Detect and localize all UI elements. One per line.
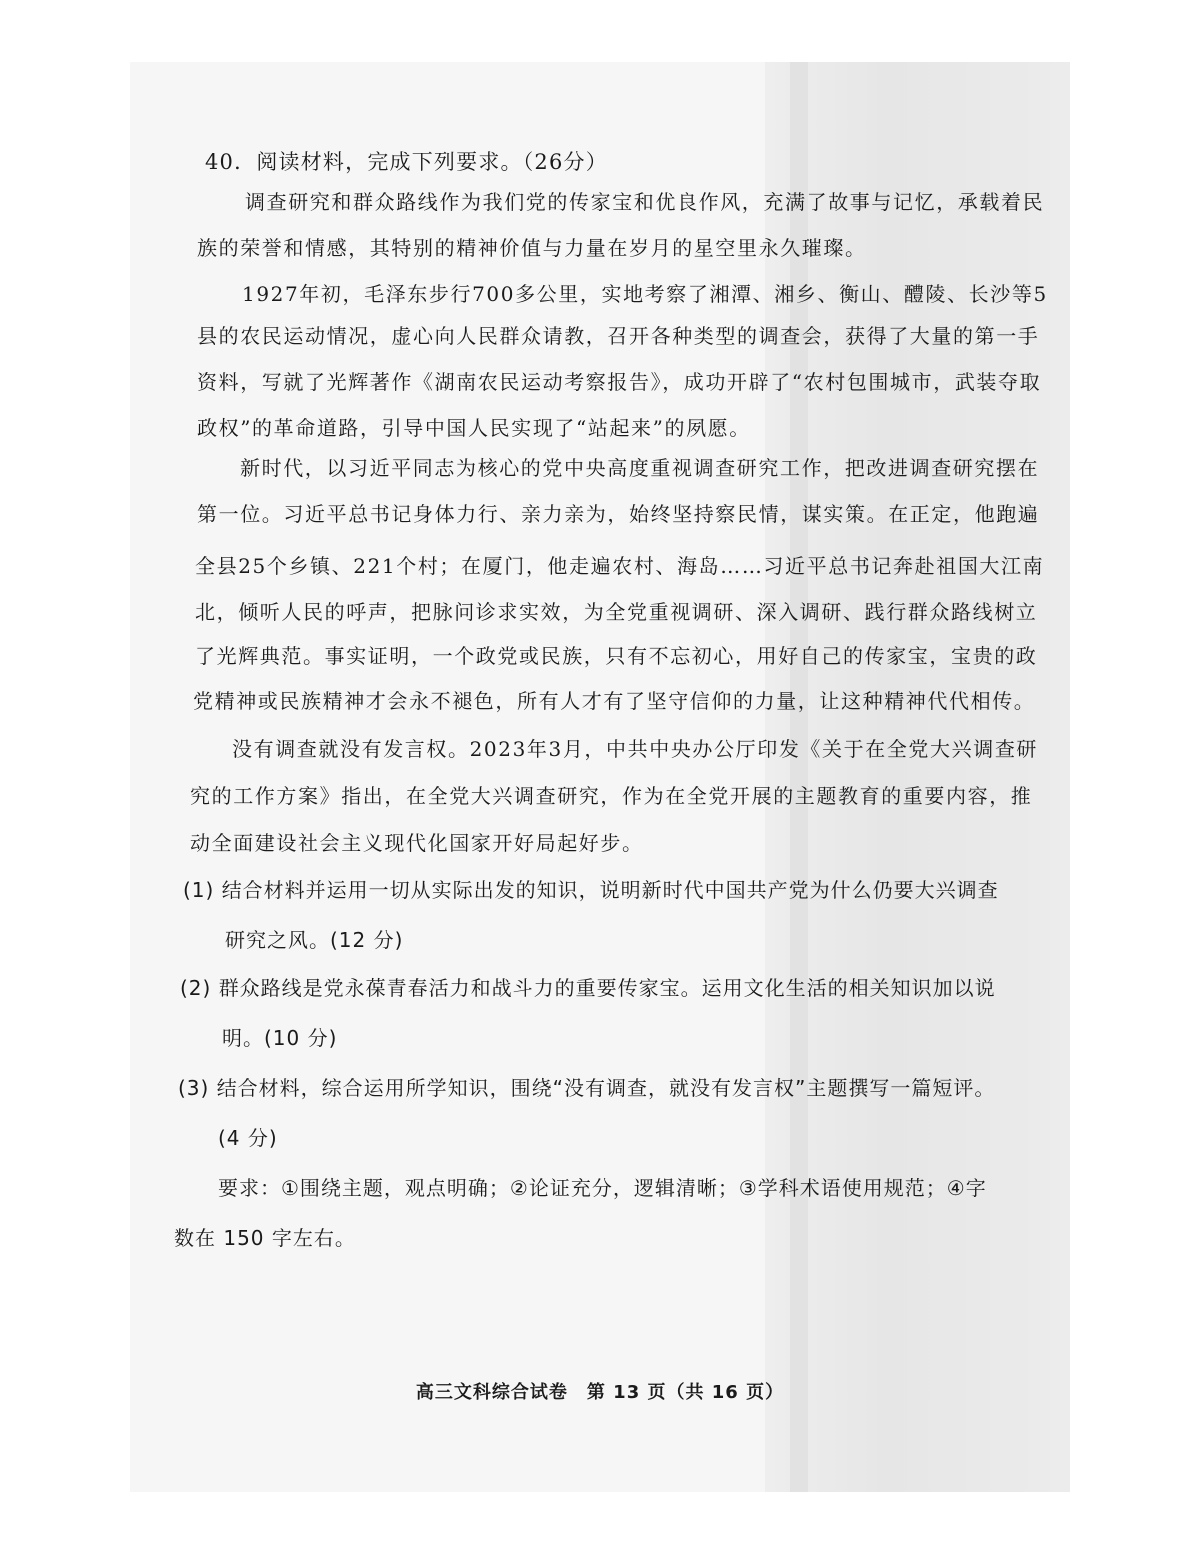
material-line: 调查研究和群众路线作为我们党的传家宝和优良作风，充满了故事与记忆，承载着民 [245,190,1045,214]
page-footer: 高三文科综合试卷 第 13 页（共 16 页） [415,1382,785,1403]
subquestion-1: (1) 结合材料并运用一切从实际出发的知识，说明新时代中国共产党为什么仍要大兴调查 [183,878,999,902]
material-line: 了光辉典范。事实证明，一个政党或民族，只有不忘初心，用好自己的传家宝，宝贵的政 [195,644,1038,668]
subquestion-2: (2) 群众路线是党永葆青春活力和战斗力的重要传家宝。运用文化生活的相关知识加以说 [180,976,996,1000]
subquestion-1-cont: 研究之风。(12 分) [225,928,404,952]
material-line: 北，倾听人民的呼声，把脉问诊求实效，为全党重视调研、深入调研、践行群众路线树立 [195,600,1038,624]
material-line: 没有调查就没有发言权。2023年3月，中共中央办公厅印发《关于在全党大兴调查研 [232,737,1039,761]
material-line: 第一位。习近平总书记身体力行、亲力亲为，始终坚持察民情，谋实策。在正定，他跑遍 [197,502,1040,526]
material-line: 资料，写就了光辉著作《湖南农民运动考察报告》，成功开辟了“农村包围城市，武装夺取 [197,370,1042,394]
subquestion-3-cont: (4 分) [218,1126,278,1150]
subquestion-3: (3) 结合材料，综合运用所学知识，围绕“没有调查，就没有发言权”主题撰写一篇短评。 [178,1076,996,1100]
material-line: 新时代，以习近平同志为核心的党中央高度重视调查研究工作，把改进调查研究摆在 [240,456,1040,480]
material-line: 1927年初，毛泽东步行700多公里，实地考察了湘潭、湘乡、衡山、醴陵、长沙等5 [242,282,1048,306]
material-line: 全县25个乡镇、221个村；在厦门，他走遍农村、海岛……习近平总书记奔赴祖国大江南 [195,554,1045,578]
material-line: 政权”的革命道路，引导中国人民实现了“站起来”的夙愿。 [197,416,751,440]
material-line: 究的工作方案》指出，在全党大兴调查研究，作为在全党开展的主题教育的重要内容，推 [190,784,1033,808]
requirements: 要求：①围绕主题，观点明确；②论证充分，逻辑清晰；③学科术语使用规范；④字 [218,1176,987,1200]
question-header: 40．阅读材料，完成下列要求。（26分） [205,150,608,174]
requirements-cont: 数在 150 字左右。 [174,1226,356,1250]
material-line: 动全面建设社会主义现代化国家开好局起好步。 [190,831,644,855]
material-line: 族的荣誉和情感，其特别的精神价值与力量在岁月的星空里永久璀璨。 [197,236,867,260]
subquestion-2-cont: 明。(10 分) [222,1026,338,1050]
material-line: 县的农民运动情况，虚心向人民群众请教，召开各种类型的调查会，获得了大量的第一手 [197,324,1040,348]
material-line: 党精神或民族精神才会永不褪色，所有人才有了坚守信仰的力量，让这种精神代代相传。 [193,689,1036,713]
